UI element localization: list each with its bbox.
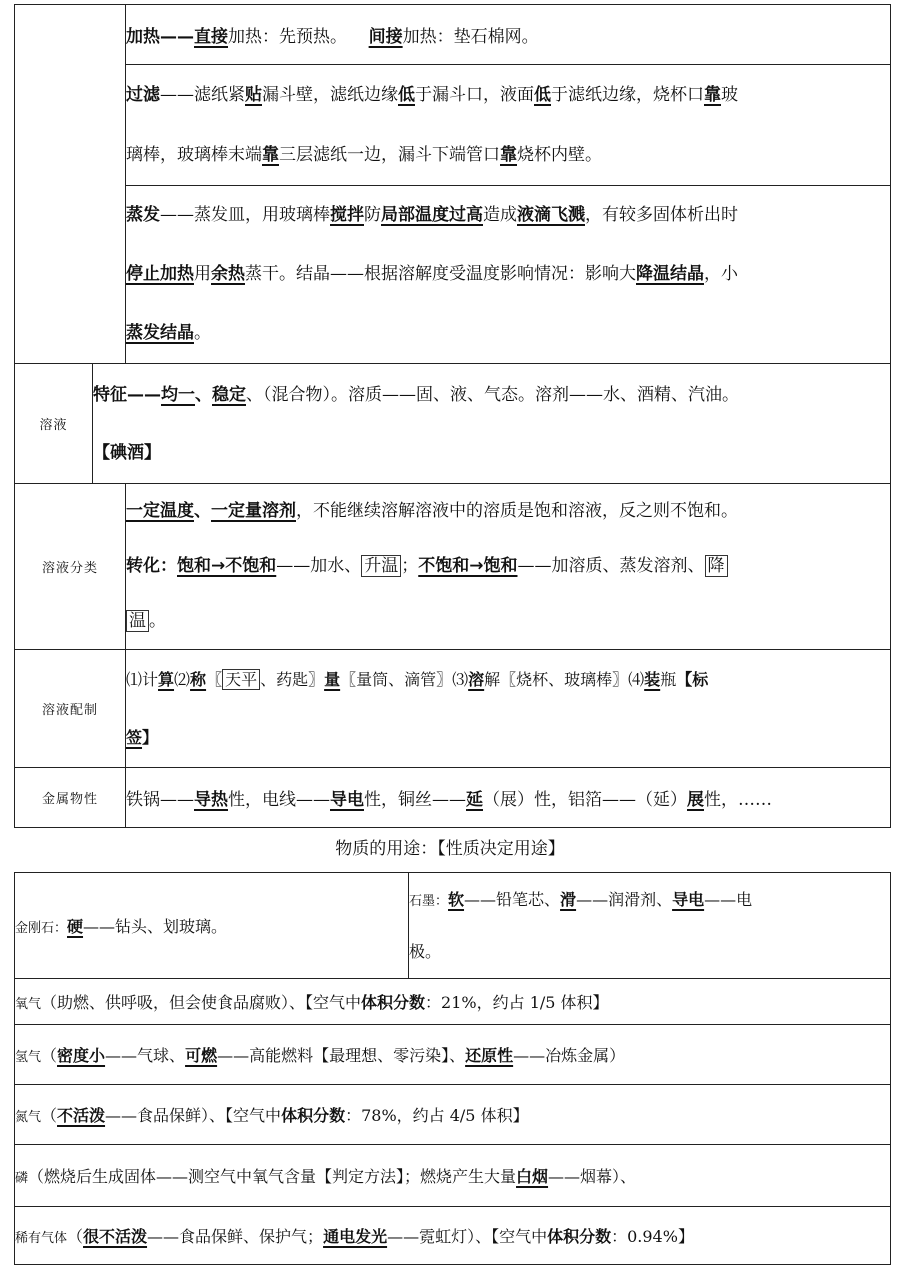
noble-text: ：0.94%】: [611, 1227, 694, 1246]
classify-key: 不饱和→饱和: [418, 556, 518, 576]
evaporate-text: ，有较多固体析出时: [585, 205, 738, 225]
evaporate-key: 搅拌: [330, 205, 364, 225]
prepare-text: 】: [142, 727, 159, 747]
noble-text: （: [67, 1227, 84, 1246]
metal-key: 导电: [330, 790, 364, 810]
filter-text: 璃棒，玻璃棒末端: [126, 145, 262, 165]
classify-boxed: 温: [126, 610, 149, 632]
cell-metal: [126, 768, 891, 828]
filter-text: 烧杯内壁。: [517, 145, 602, 165]
nitrogen-text: ：78%，约占 4/5 体积】: [345, 1106, 529, 1125]
phosphorus-text: （燃烧后生成固体——测空气中氧气含量【判定方法】；燃烧产生大量: [28, 1167, 517, 1186]
diamond-text: ——钻头、划玻璃。: [83, 917, 228, 936]
diamond-key: 硬: [67, 917, 84, 936]
prepare-key: 称: [190, 669, 207, 689]
heating-indirect: 间接: [368, 27, 403, 47]
label-solution: 溶液: [15, 364, 93, 484]
cell-phosphorus: [15, 1145, 891, 1207]
solution-example: 【碘酒】: [93, 442, 161, 463]
solution-text: 、（混合物）。溶质——固、液、气态。溶剂——水、酒精、汽油。: [246, 384, 739, 405]
classify-text: 、: [194, 501, 211, 521]
filter-text: 于漏斗口，液面: [415, 85, 534, 105]
phosphorus-label: 磷: [15, 1171, 29, 1186]
solution-text: 、: [195, 384, 212, 405]
classify-text: ，不能继续溶解溶液中的溶质是饱和溶液，反之则不饱和。: [296, 501, 738, 521]
label-prepare: 溶液配制: [15, 650, 126, 768]
label-classify: 溶液分类: [15, 484, 126, 650]
nitrogen-key: 不活泼: [57, 1106, 106, 1125]
filter-key: 贴: [245, 85, 262, 105]
row-heating: [15, 5, 891, 65]
classify-boxed: 升温: [361, 555, 401, 577]
hydrogen-key: 还原性: [465, 1046, 514, 1065]
evaporate-key: 降温结晶: [636, 264, 704, 284]
graphite-text: ——润滑剂、: [576, 889, 673, 909]
hydrogen-text: ——冶炼金属）: [513, 1046, 626, 1065]
heating-direct-tail: 加热：先预热。: [228, 27, 347, 47]
cell-solution: [93, 364, 891, 484]
cell-noble: [15, 1207, 891, 1265]
evaporate-text: 蒸干。结晶——根据溶解度受温度影响情况：影响大: [245, 264, 636, 284]
section-caption: 物质的用途：【性质决定用途】: [335, 839, 565, 859]
filter-text: 玻: [721, 85, 738, 105]
evaporate-text: 造成: [483, 205, 517, 225]
row-nitrogen: [15, 1085, 891, 1145]
metal-key: 导热: [194, 790, 228, 810]
evaporate-text: 防: [364, 205, 381, 225]
noble-key: 很不活泼: [83, 1227, 148, 1246]
hydrogen-label: 氢气: [15, 1050, 42, 1065]
prepare-text: 解〖烧杯、玻璃棒〗⑷: [484, 669, 645, 689]
row-phosphorus: [15, 1145, 891, 1207]
prepare-key: 【标: [676, 669, 709, 689]
evaporate-key: 蒸发结晶: [126, 323, 194, 343]
hydrogen-key: 密度小: [57, 1046, 106, 1065]
row-evaporate: [15, 186, 891, 364]
filter-text: 三层滤纸一边，漏斗下端管口: [279, 145, 500, 165]
noble-key: 通电发光: [323, 1227, 388, 1246]
graphite-key: 软: [448, 889, 465, 909]
diamond-label: 金刚石：: [15, 921, 68, 936]
noble-label: 稀有气体: [15, 1231, 68, 1246]
evaporate-key: 液滴飞溅: [517, 205, 585, 225]
filter-key: 靠: [262, 145, 279, 165]
row-solution: [15, 364, 891, 484]
solution-title: 特征——: [93, 384, 161, 405]
noble-text: ——霓虹灯）、【空气中: [387, 1227, 548, 1246]
oxygen-text: ：21%，约占 1/5 体积】: [425, 993, 609, 1012]
classify-key: 饱和→不饱和: [177, 556, 277, 576]
solution-key: 均一: [161, 384, 195, 405]
graphite-key: 滑: [560, 889, 577, 909]
cell-hydrogen: [15, 1025, 891, 1085]
filter-key: 低: [398, 85, 415, 105]
classify-text: ——加溶质、蒸发溶剂、: [517, 556, 705, 576]
table-experiments: [14, 4, 891, 828]
filter-key: 靠: [704, 85, 721, 105]
filter-title: 过滤: [126, 85, 160, 105]
evaporate-title: 蒸发: [126, 205, 160, 225]
evaporate-key: 局部温度过高: [381, 205, 483, 225]
cell-diamond: [15, 873, 409, 979]
prepare-key: 溶: [468, 669, 485, 689]
classify-text: ——加水、: [276, 556, 362, 576]
graphite-text: 极。: [409, 941, 442, 961]
cell-filter: [126, 65, 891, 186]
metal-text: 性，……: [704, 790, 772, 810]
prepare-boxed: 天平: [222, 669, 260, 690]
prepare-text: 〖: [206, 669, 223, 689]
classify-text: ；: [401, 556, 419, 576]
filter-text: 漏斗壁，滤纸边缘: [262, 85, 398, 105]
metal-text: 铁锅——: [126, 790, 194, 810]
row-prepare: [15, 650, 891, 768]
prepare-key: 量: [324, 669, 341, 689]
hydrogen-text: ——高能燃料【最理想、零污染】、: [217, 1046, 466, 1065]
prepare-key: 装: [644, 669, 661, 689]
cell-oxygen: [15, 979, 891, 1025]
evaporate-key: 停止加热: [126, 264, 194, 284]
row-metal: [15, 768, 891, 828]
nitrogen-label: 氮气: [15, 1110, 42, 1125]
row-oxygen: [15, 979, 891, 1025]
filter-text: 于滤纸边缘，烧杯口: [551, 85, 704, 105]
row-carbon: [15, 873, 891, 979]
hydrogen-text: ——气球、: [105, 1046, 186, 1065]
cell-graphite: [409, 873, 891, 979]
prepare-key: 签: [126, 727, 143, 747]
noble-text: ——食品保鲜、保护气；: [147, 1227, 324, 1246]
oxygen-text: （助燃、供呼吸，但会使食品腐败）、【空气中: [41, 993, 362, 1012]
nitrogen-key: 体积分数: [281, 1106, 346, 1125]
phosphorus-key: 白烟: [516, 1167, 549, 1186]
classify-boxed: 降: [705, 555, 728, 577]
metal-key: 延: [466, 790, 483, 810]
solution-key: 稳定: [212, 384, 246, 405]
prepare-text: 瓶: [660, 669, 677, 689]
graphite-text: ——铅笔芯、: [464, 889, 561, 909]
classify-title: 转化：: [126, 556, 177, 576]
phosphorus-text: ——烟幕）、: [548, 1167, 637, 1186]
row-hydrogen: [15, 1025, 891, 1085]
cell-prepare: [126, 650, 891, 768]
graphite-label: 石墨：: [409, 893, 449, 909]
evaporate-key: 余热: [211, 264, 245, 284]
classify-key: 一定温度: [126, 501, 194, 521]
cell-heating: [126, 5, 891, 65]
prepare-text: 、药匙〗: [260, 669, 325, 689]
evaporate-text: ，小: [704, 264, 738, 284]
hydrogen-text: （: [41, 1046, 58, 1065]
nitrogen-text: ——食品保鲜）、【空气中: [105, 1106, 282, 1125]
filter-text: ——滤纸紧: [160, 85, 245, 105]
evaporate-text: 用: [194, 264, 211, 284]
prepare-key: 算: [158, 669, 175, 689]
classify-key: 一定量溶剂: [211, 501, 296, 521]
oxygen-key: 体积分数: [361, 993, 426, 1012]
cell-evaporate: [126, 186, 891, 364]
prepare-text: 〖量筒、滴管〗⑶: [340, 669, 469, 689]
metal-text: 性，电线——: [228, 790, 330, 810]
heating-title: 加热——: [126, 27, 194, 47]
row-filter: [15, 65, 891, 186]
evaporate-text: 。: [194, 323, 211, 343]
cell-empty-label: [15, 5, 126, 364]
label-metal: 金属物性: [15, 768, 126, 828]
hydrogen-key: 可燃: [185, 1046, 218, 1065]
metal-text: （展）性，铝箔——（延）: [483, 790, 687, 810]
oxygen-label: 氧气: [15, 997, 42, 1012]
nitrogen-text: （: [41, 1106, 58, 1125]
prepare-text: ⑴计: [126, 669, 159, 689]
heating-indirect-tail: 加热：垫石棉网。: [402, 27, 539, 47]
metal-text: 性，铜丝——: [364, 790, 466, 810]
row-noble: [15, 1207, 891, 1265]
table-uses: [14, 872, 891, 1265]
graphite-text: ——电: [704, 889, 753, 909]
graphite-key: 导电: [672, 889, 705, 909]
prepare-text: ⑵: [174, 669, 191, 689]
heating-direct: 直接: [194, 27, 228, 47]
evaporate-text: ——蒸发皿，用玻璃棒: [160, 205, 330, 225]
cell-nitrogen: [15, 1085, 891, 1145]
metal-key: 展: [687, 790, 704, 810]
noble-key: 体积分数: [547, 1227, 612, 1246]
cell-classify: [126, 484, 891, 650]
filter-key: 低: [534, 85, 551, 105]
row-classify: [15, 484, 891, 650]
filter-key: 靠: [500, 145, 517, 165]
classify-text: 。: [149, 611, 166, 631]
